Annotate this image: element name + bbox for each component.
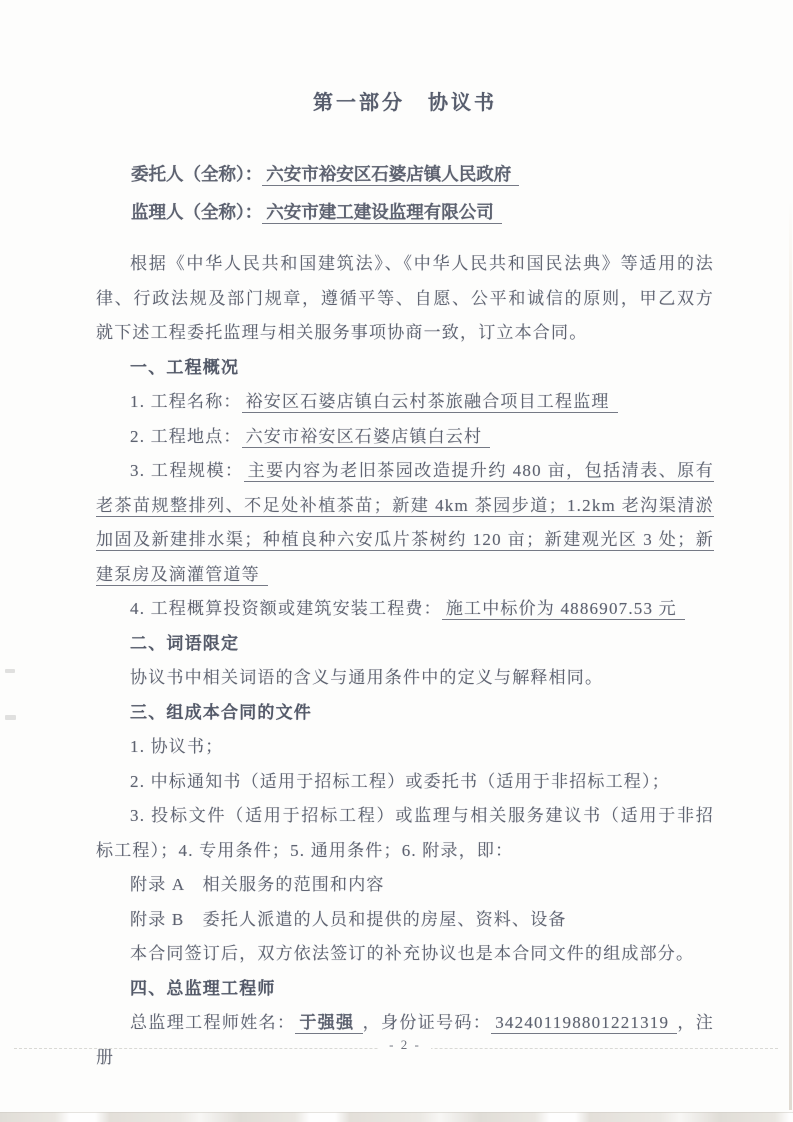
- engineer-id-label: ，身份证号码：: [362, 1013, 492, 1032]
- project-location-value: 六安市裕安区石婆店镇白云村: [242, 427, 491, 448]
- section2-body: 协议书中相关词语的含义与通用条件中的定义与解释相同。: [130, 668, 604, 687]
- contract-body: [96, 247, 714, 1075]
- section4-heading: 四、总监理工程师: [130, 978, 276, 998]
- project-location-line: [96, 420, 714, 455]
- section2-heading: 二、词语限定: [130, 633, 240, 653]
- investment-line: [96, 592, 714, 627]
- client-label: 委托人（全称）：: [131, 164, 263, 184]
- engineer-line-suffix: ，注册: [96, 1013, 714, 1067]
- appendix-a-line: 附录 A 相关服务的范围和内容: [130, 875, 385, 894]
- scan-smudge: [5, 715, 16, 720]
- section1-heading: 一、工程概况: [130, 357, 240, 377]
- client-line: [96, 155, 714, 193]
- project-name-line: [96, 385, 714, 420]
- client-name: 六安市裕安区石婆店镇人民政府: [262, 164, 519, 186]
- supervisor-line: [96, 193, 714, 231]
- parties-block: [96, 155, 714, 231]
- page-content: [96, 0, 714, 1075]
- supplement-note: 本合同签订后，双方依法签订的补充协议也是本合同文件的组成部分。: [130, 944, 695, 963]
- engineer-name-value: 于强强: [295, 1013, 362, 1034]
- preamble-paragraph: 根据《中华人民共和国建筑法》、《中华人民共和国民法典》等适用的法律、行政法规及部门规章，遵循平等、自愿、公平和诚信的原则，甲乙双方就下述工程委托监理与相关服务事项协商一致，订立本合同。: [96, 254, 714, 342]
- project-scale-label: 3. 工程规模：: [130, 461, 244, 480]
- supervisor-name: 六安市建工建设监理有限公司: [262, 202, 502, 224]
- paper-edge-bottom: [0, 1112, 793, 1122]
- project-location-label: 2. 工程地点：: [130, 426, 242, 446]
- investment-label: 4. 工程概算投资额或建筑安装工程费：: [130, 599, 442, 618]
- scan-smudge: [5, 669, 15, 673]
- contract-doc-item-2: 2. 中标通知书（适用于招标工程）或委托书（适用于非招标工程）；: [130, 771, 670, 791]
- page-number: - 2 -: [96, 1037, 714, 1053]
- appendix-b-line: 附录 B 委托人派遣的人员和提供的房屋、资料、设备: [130, 909, 567, 929]
- project-scale-paragraph: [96, 454, 714, 592]
- paper-edge-right: [789, 200, 792, 1110]
- project-scale-value: 主要内容为老旧茶园改造提升约 480 亩，包括清表、原有老茶苗规整排列、不足处补植茶苗；新建 4km 茶园步道；1.2km 老沟渠清淤加固及新建排水渠；种植良种六安瓜片茶树约 120 亩；新建观光区 3 处；新建泵房及滴灌管道等: [96, 461, 714, 584]
- section3-heading: 三、组成本合同的文件: [130, 702, 312, 722]
- project-name-label: 1. 工程名称：: [130, 392, 242, 411]
- project-name-value: 裕安区石婆店镇白云村茶旅融合项目工程监理: [242, 392, 618, 413]
- engineer-name-label: 总监理工程师姓名：: [130, 1013, 296, 1032]
- investment-value: 施工中标价为 4886907.53 元: [442, 599, 685, 620]
- engineer-id-value: 342401198801221319: [491, 1013, 677, 1034]
- contract-doc-item-1: 1. 协议书；: [130, 737, 224, 756]
- document-title: 第一部分 协议书: [313, 92, 497, 114]
- contract-doc-item-3: 3. 投标文件（适用于招标工程）或监理与相关服务建议书（适用于非招标工程）；4. 专用条件；5. 通用条件；6. 附录，即：: [96, 806, 714, 860]
- supervisor-label: 监理人（全称）：: [131, 202, 263, 222]
